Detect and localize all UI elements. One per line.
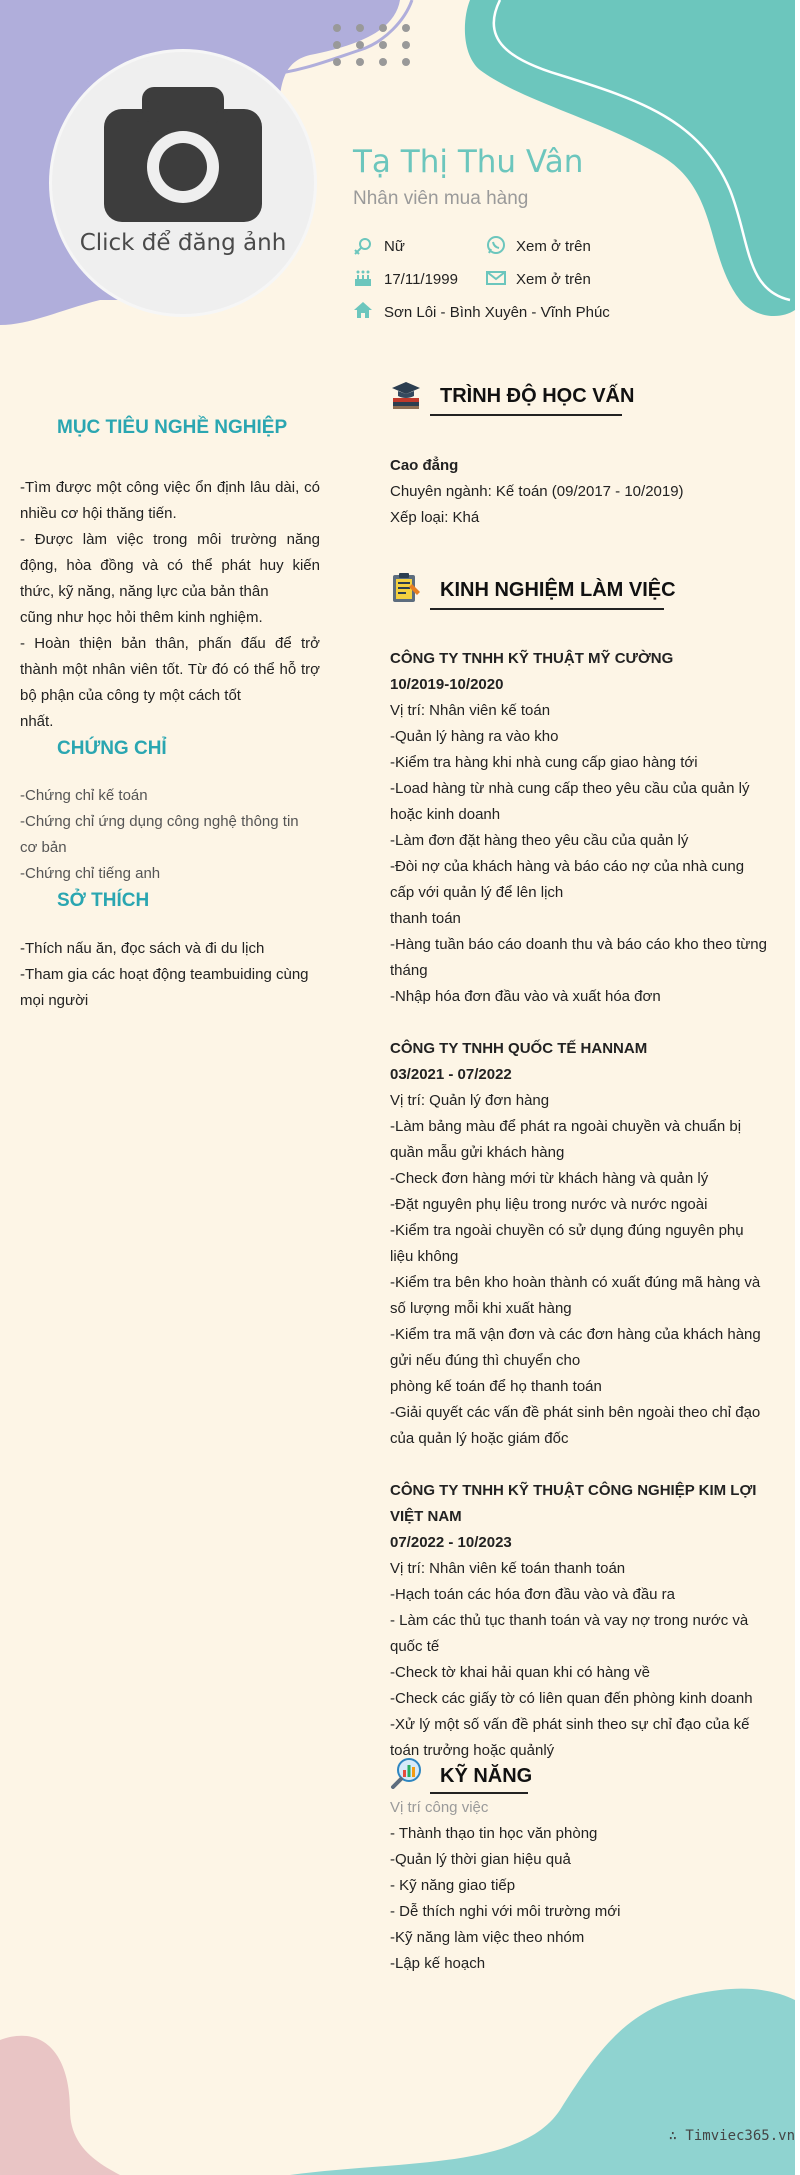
job-line: -Hạch toán các hóa đơn đầu vào và đầu ra	[390, 1586, 676, 1603]
education-major: Chuyên ngành: Kế toán (09/2017 - 10/2019)	[390, 483, 684, 500]
education-grade: Xếp loại: Khá	[390, 509, 480, 526]
objective-line: nhất.	[20, 713, 54, 730]
job-line: -Check đơn hàng mới từ khách hàng và quản lý	[390, 1170, 709, 1187]
job-line: -Load hàng từ nhà cung cấp theo yêu cầu của quản lý hoặc kinh doanh	[390, 780, 750, 823]
job-company: CÔNG TY TNHH KỸ THUẬT CÔNG NGHIỆP KIM LỢI VIỆT NAM	[390, 1482, 757, 1525]
job-line: -Đòi nợ của khách hàng và báo cáo nợ của nhà cung cấp với quản lý để lên lịch	[390, 858, 745, 901]
job-line: -Làm đơn đặt hàng theo yêu cầu của quản lý	[390, 832, 689, 849]
job-period: 03/2021 - 07/2022	[390, 1066, 512, 1083]
education-title: TRÌNH ĐỘ HỌC VẤN	[440, 385, 635, 407]
birthday-cake-icon	[353, 268, 373, 288]
objective-line: cũng như học hỏi thêm kinh nghiệm.	[20, 609, 263, 626]
job-line: thanh toán	[390, 910, 461, 927]
job-line: - Làm các thủ tục thanh toán và vay nợ trong nước và quốc tế	[390, 1612, 749, 1655]
graduation-cap-icon	[390, 378, 422, 410]
watermark: ∴ Timviec365.vn	[668, 2128, 795, 2144]
experience-underline	[430, 608, 664, 610]
job-line: -Đặt nguyên phụ liệu trong nước và nước ngoài	[390, 1196, 708, 1213]
job-line: Vị trí: Nhân viên kế toán	[390, 702, 551, 719]
hobbies-section	[20, 936, 320, 1014]
experience-section	[390, 646, 770, 1764]
objective-line: - Hoàn thiện bản thân, phấn đấu để trở thành một nhân viên tốt. Từ đó có thể hỗ trợ bộ phận của công ty một cách tốt	[20, 635, 320, 704]
job-line: -Nhập hóa đơn đầu vào và xuất hóa đơn	[390, 988, 661, 1005]
skill-item: -Kỹ năng làm việc theo nhóm	[390, 1929, 585, 1946]
candidate-role: Nhân viên mua hàng	[353, 188, 529, 209]
certificates-section	[20, 783, 320, 887]
job-period: 07/2022 - 10/2023	[390, 1534, 512, 1551]
email-icon	[486, 268, 506, 288]
job-line: phòng kế toán để họ thanh toán	[390, 1378, 602, 1395]
job-line: -Xử lý một số vấn đề phát sinh theo sự chỉ đạo của kế toán trưởng hoặc quảnlý	[390, 1716, 750, 1759]
job-line: -Kiểm tra ngoài chuyền có sử dụng đúng nguyên phụ liệu không	[390, 1222, 744, 1265]
job-line: -Check các giấy tờ có liên quan đến phòng kinh doanh	[390, 1690, 753, 1707]
certificates-title: CHỨNG CHỈ	[57, 738, 167, 759]
hobby-item: -Tham gia các hoạt động teambuiding cùng mọi người	[20, 966, 309, 1009]
job-line: -Giải quyết các vấn đề phát sinh bên ngoài theo chỉ đạo của quản lý hoặc giám đốc	[390, 1404, 761, 1447]
camera-icon	[104, 87, 262, 222]
education-underline	[430, 414, 622, 416]
skill-item: - Kỹ năng giao tiếp	[390, 1877, 516, 1894]
skills-subtitle: Vị trí công việc	[390, 1799, 489, 1816]
job-line: -Kiểm tra hàng khi nhà cung cấp giao hàng tới	[390, 754, 698, 771]
skill-item: - Thành thạo tin học văn phòng	[390, 1825, 598, 1842]
skills-underline	[430, 1792, 528, 1794]
job-line: -Kiểm tra mã vận đơn và các đơn hàng của khách hàng gửi nếu đúng thì chuyển cho	[390, 1326, 761, 1369]
phone-icon	[486, 235, 506, 255]
certificate-item: -Chứng chỉ tiếng anh	[20, 865, 161, 882]
objective-title: MỤC TIÊU NGHỀ NGHIỆP	[57, 417, 288, 438]
job-line: -Quản lý hàng ra vào kho	[390, 728, 559, 745]
job-line: -Hàng tuần báo cáo doanh thu và báo cáo kho theo từng tháng	[390, 936, 767, 979]
job-line: Vị trí: Quản lý đơn hàng	[390, 1092, 550, 1109]
skills-chart-icon	[390, 1757, 422, 1789]
skills-section	[390, 1795, 770, 1977]
objective-line: -Tìm được một công việc ổn định lâu dài, có nhiều cơ hội thăng tiến.	[20, 479, 320, 522]
phone-value: Xem ở trên	[516, 238, 591, 255]
objective-line: - Được làm việc trong môi trường năng động, hòa đồng và có thể phát huy kiến thức, kỹ năng, năng lực của bản thân	[20, 531, 320, 600]
education-degree: Cao đẳng	[390, 457, 459, 474]
gender-value: Nữ	[384, 238, 405, 255]
skill-item: -Lập kế hoạch	[390, 1955, 486, 1972]
education-section	[390, 453, 770, 531]
email-value: Xem ở trên	[516, 271, 591, 288]
skills-title: KỸ NĂNG	[440, 1765, 533, 1787]
job-company: CÔNG TY TNHH QUỐC TẾ HANNAM	[390, 1040, 648, 1057]
address-value: Sơn Lôi - Bình Xuyên - Vĩnh Phúc	[384, 304, 610, 321]
candidate-name: Tạ Thị Thu Vân	[353, 144, 584, 180]
experience-title: KINH NGHIỆM LÀM VIỆC	[440, 579, 676, 601]
objective-section	[20, 475, 320, 735]
photo-upload[interactable]	[52, 52, 314, 314]
hobby-item: -Thích nấu ăn, đọc sách và đi du lịch	[20, 940, 265, 957]
certificate-item: -Chứng chỉ ứng dụng công nghệ thông tin cơ bản	[20, 813, 299, 856]
job-line: Vị trí: Nhân viên kế toán thanh toán	[390, 1560, 626, 1577]
job-company: CÔNG TY TNHH KỸ THUẬT MỸ CƯỜNG	[390, 650, 674, 667]
photo-placeholder: Click để đăng ảnh	[79, 230, 287, 256]
home-icon	[353, 300, 373, 320]
job-line: -Làm bảng màu để phát ra ngoài chuyền và chuẩn bị quần mẫu gửi khách hàng	[390, 1118, 742, 1161]
hobbies-title: SỞ THÍCH	[57, 890, 150, 911]
skill-item: -Quản lý thời gian hiệu quả	[390, 1851, 571, 1868]
job-period: 10/2019-10/2020	[390, 676, 504, 693]
skill-item: - Dễ thích nghi với môi trường mới	[390, 1903, 621, 1920]
birthday-value: 17/11/1999	[384, 271, 458, 288]
job-line: -Kiểm tra bên kho hoàn thành có xuất đúng mã hàng và số lượng mỗi khi xuất hàng	[390, 1274, 761, 1317]
job-line: -Check tờ khai hải quan khi có hàng về	[390, 1664, 650, 1681]
experience-clipboard-icon	[390, 572, 422, 604]
gender-icon	[353, 236, 373, 256]
certificate-item: -Chứng chỉ kế toán	[20, 787, 148, 804]
